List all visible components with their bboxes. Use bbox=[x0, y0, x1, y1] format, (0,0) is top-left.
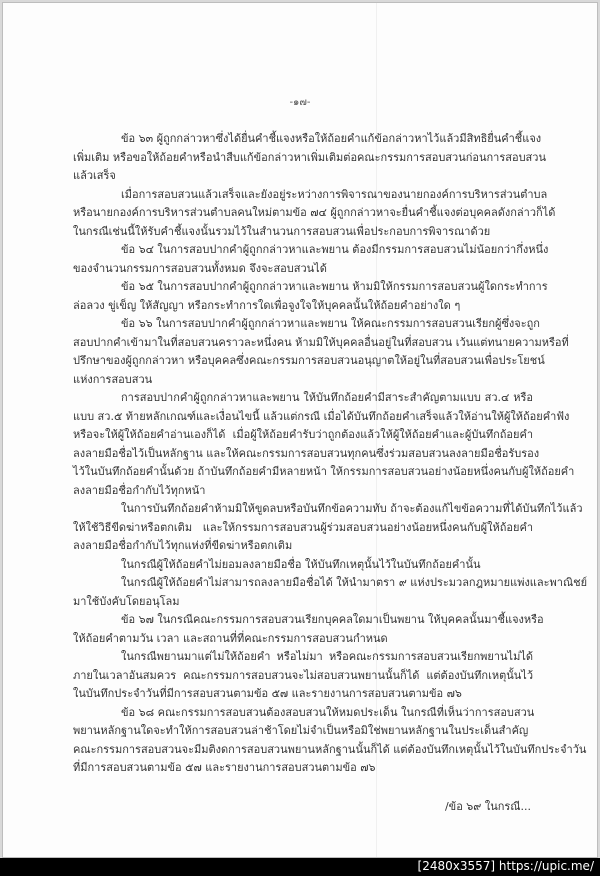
text-line: ที่มีการสอบสวนตามข้อ ๕๗ และรายงานการสอบสวนตามข้อ ๗๖ bbox=[73, 761, 376, 774]
text-line: ของจำนวนกรรมการสอบสวนทั้งหมด จึงจะสอบสวนได้ bbox=[73, 261, 327, 275]
text-line: ในกรณีพยานมาแต่ไม่ให้ถ้อยคำ หรือไม่มา หรือคณะกรรมการสอบสวนเรียกพยานไม่ได้ bbox=[121, 650, 533, 663]
text-line: ในกรณีผู้ให้ถ้อยคำไม่สามารถลงลายมือชื่อได้ ให้นำมาตรา ๙ แห่งประมวลกฎหมายแพ่งและพาณิชย์ bbox=[121, 576, 588, 589]
footer-text: [2480x3557] https://upic.me/ bbox=[417, 859, 594, 873]
text-line: การสอบปากคำผู้ถูกกล่าวหาและพยาน ให้บันทึกถ้อยคำมีสาระสำคัญตามแบบ สว.๔ หรือ bbox=[121, 391, 533, 404]
text-line: หรือจะให้ผู้ให้ถ้อยคำอ่านเองก็ได้ เมื่อผู้ให้ถ้อยคำรับว่าถูกต้องแล้วให้ผู้ให้ถ้อยคำและผู้บันทึกถ้อยคำ bbox=[73, 428, 533, 441]
page-number: -๑๗- bbox=[289, 97, 311, 108]
text-line: มาใช้บังคับโดยอนุโลม bbox=[73, 594, 180, 608]
text-line: ปรึกษาของผู้ถูกกล่าวหา หรือบุคคลซึ่งคณะกรรมการสอบสวนอนุญาตให้อยู่ในที่สอบสวนเพื่อประโยชน์ bbox=[73, 354, 545, 367]
text-line: ในบันทึกประจำวันที่มีการสอบสวนตามข้อ ๕๗ และรายงานการสอบสวนตามข้อ ๗๖ bbox=[73, 687, 462, 700]
text-line: ภายในเวลาอันสมควร คณะกรรมการสอบสวนจะไม่สอบสวนพยานนั้นก็ได้ แต่ต้องบันทึกเหตุนั้นไว้ bbox=[73, 668, 533, 682]
text-line: พยานหลักฐานใดจะทำให้การสอบสวนล่าช้าโดยไม่จำเป็นหรือมิใช่พยานหลักฐานในประเด็นสำคัญ bbox=[73, 724, 529, 737]
text-line: หรือนายกองค์การบริหารส่วนตำบลคนใหม่ตามข้อ ๗๔ ผู้ถูกกล่าวหาจะยื่นคำชี้แจงต่อบุคคลดังกล่าวก็ได้ bbox=[73, 206, 556, 219]
text-line: แบบ สว.๕ ท้ายหลักเกณฑ์และเงื่อนไขนี้ แล้วแต่กรณี เมื่อได้บันทึกถ้อยคำเสร็จแล้วให้อ่านให้ผู้ให้ถ้อยคำฟัง bbox=[73, 409, 570, 423]
text-line: ในกรณีผู้ให้ถ้อยคำไม่ยอมลงลายมือชื่อ ให้บันทึกเหตุนั้นไว้ในบันทึกถ้อยคำนั้น bbox=[121, 557, 481, 571]
text-line: ไว้ในบันทึกถ้อยคำนั้นด้วย ถ้าบันทึกถ้อยคำมีหลายหน้า ให้กรรมการสอบสวนอย่างน้อยหนึ่งคนกับผู้ให้ถ้อยคำ bbox=[73, 465, 575, 478]
text-line: ให้ใช้วิธีขีดฆ่าหรือตกเติม และให้กรรมการสอบสวนผู้ร่วมสอบสวนอย่างน้อยหนึ่งคนกับผู้ให้ถ้อยคำ bbox=[73, 520, 533, 534]
text-line: ในการบันทึกถ้อยคำห้ามมิให้ขูดลบหรือบันทึกข้อความทับ ถ้าจะต้องแก้ไขข้อความที่ได้บันทึกไว้แล้ว bbox=[121, 502, 583, 515]
text-line: ข้อ ๖๔ ในการสอบปากคำผู้ถูกกล่าวหาและพยาน ต้องมีกรรมการสอบสวนไม่น้อยกว่ากึ่งหนึ่ง bbox=[121, 243, 549, 256]
text-line: แห่งการสอบสวน bbox=[73, 372, 153, 386]
document-page bbox=[2, 2, 598, 858]
text-line: ให้ถ้อยคำตามวัน เวลา และสถานที่ที่คณะกรรมการสอบสวนกำหนด bbox=[73, 631, 388, 645]
text-line: ข้อ ๖๕ ในการสอบปากคำผู้ถูกกล่าวหาและพยาน ห้ามมิให้กรรมการสอบสวนผู้ใดกระทำการ bbox=[121, 280, 548, 293]
text-line: แล้วเสร็จ bbox=[73, 169, 116, 182]
text-line: ในกรณีเช่นนี้ให้รับคำชี้แจงนั้นรวมไว้ในสำนวนการสอบสวนเพื่อประกอบการพิจารณาด้วย bbox=[73, 224, 491, 238]
text-line: ลงลายมือชื่อกำกับไว้ทุกแห่งที่ขีดฆ่าหรือตกเติม bbox=[73, 539, 293, 552]
text-line: ลงลายมือชื่อกำกับไว้ทุกหน้า bbox=[73, 483, 206, 497]
text-line: สอบปากคำเข้ามาในที่สอบสวนคราวละหนึ่งคน ห้ามมิให้บุคคลอื่นอยู่ในที่สอบสวน เว้นแต่ทนายความหรือที่ bbox=[73, 335, 569, 349]
text-line: ล่อลวง ขู่เข็ญ ให้สัญญา หรือกระทำการใดเพื่อจูงใจให้บุคคลนั้นให้ถ้อยคำอย่างใด ๆ bbox=[73, 298, 461, 312]
text-line: ข้อ ๖๓ ผู้ถูกกล่าวหาซึ่งได้ยื่นคำชี้แจงหรือให้ถ้อยคำแก้ข้อกล่าวหาไว้แล้วมีสิทธิยื่นคำชี้แจง bbox=[121, 132, 542, 145]
text-line: ข้อ ๖๗ ในกรณีคณะกรรมการสอบสวนเรียกบุคคลใดมาเป็นพยาน ให้บุคคลนั้นมาชี้แจงหรือ bbox=[121, 613, 544, 626]
text-line: ลงลายมือชื่อไว้เป็นหลักฐาน และให้คณะกรรมการสอบสวนทุกคนซึ่งร่วมสอบสวนลงลายมือชื่อรับรอง bbox=[73, 446, 540, 460]
text-line: ข้อ ๖๖ ในการสอบปากคำผู้ถูกกล่าวหาและพยาน ให้คณะกรรมการสอบสวนเรียกผู้ซึ่งจะถูก bbox=[121, 317, 540, 330]
text-line: เพิ่มเติม หรือขอให้ถ้อยคำหรือนำสืบแก้ข้อกล่าวหาเพิ่มเติมต่อคณะกรรมการสอบสวนก่อนการสอบสวน bbox=[73, 150, 546, 164]
continuation-note: /ข้อ ๖๙ ในกรณี... bbox=[444, 800, 531, 813]
image-host-footer bbox=[0, 858, 600, 876]
text-line: ข้อ ๖๘ คณะกรรมการสอบสวนต้องสอบสวนให้หมดประเด็น ในกรณีที่เห็นว่าการสอบสวน bbox=[121, 705, 535, 719]
text-line: เมื่อการสอบสวนแล้วเสร็จและยังอยู่ระหว่างการพิจารณาของนายกองค์การบริหารส่วนตำบล bbox=[121, 187, 548, 201]
text-line: คณะกรรมการสอบสวนจะมีมติงดการสอบสวนพยานหลักฐานนั้นก็ได้ แต่ต้องบันทึกเหตุนั้นไว้ในบันทึกประจำวัน bbox=[73, 742, 587, 756]
